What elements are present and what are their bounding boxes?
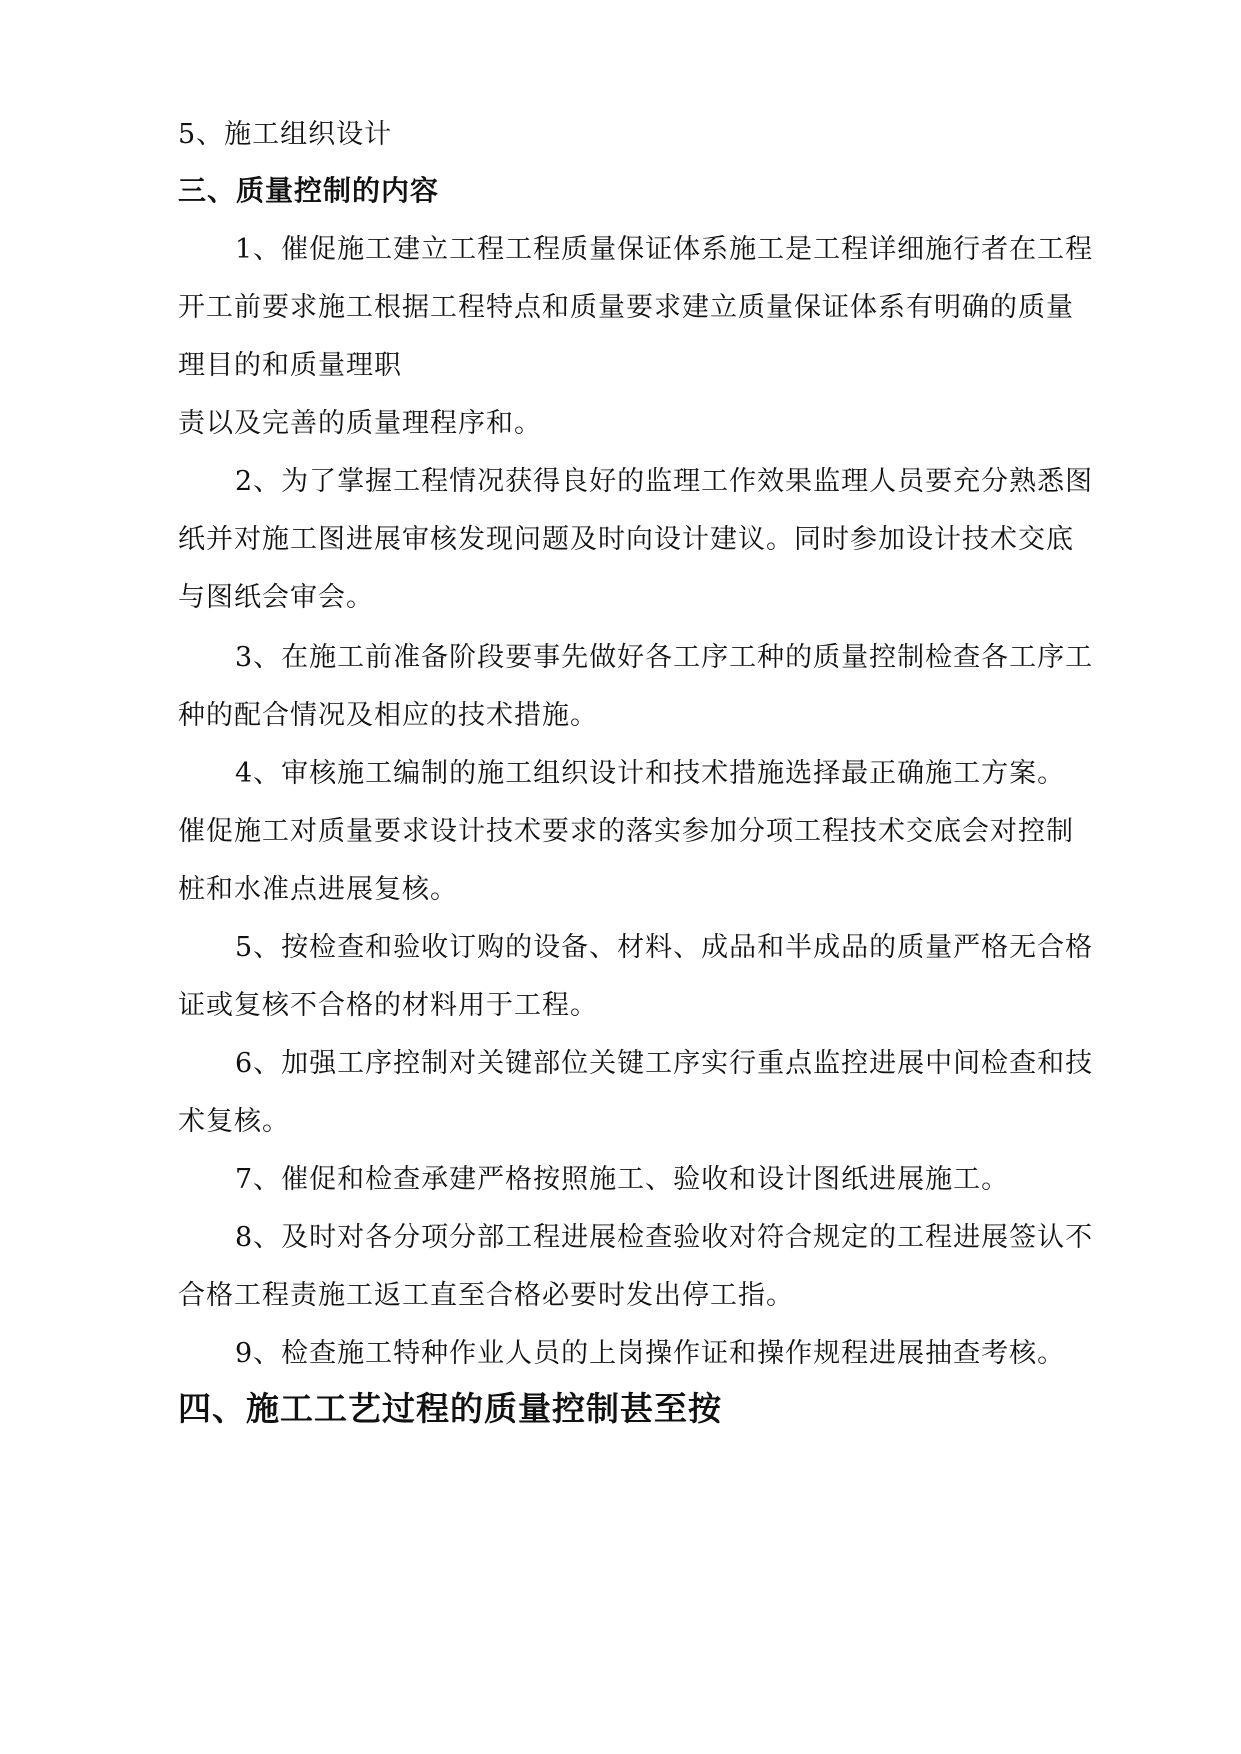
paragraph-4-line-2: 催促施工对质量要求设计技术要求的落实参加分项工程技术交底会对控制: [178, 816, 1074, 847]
list-item-5-construction-design: 5、施工组织设计: [178, 119, 393, 150]
paragraph-1-line-3: 理目的和质量理职: [178, 350, 402, 381]
paragraph-1-line-1: 1、催促施工建立工程工程质量保证体系施工是工程详细施行者在工程: [235, 234, 1094, 265]
paragraph-6-line-2: 术复核。: [178, 1106, 290, 1137]
paragraph-4-line-1: 4、审核施工编制的施工组织设计和技术措施选择最正确施工方案。: [235, 758, 1066, 789]
section-heading-3: 三、质量控制的内容: [178, 174, 440, 207]
paragraph-9: 9、检查施工特种作业人员的上岗操作证和操作规程进展抽查考核。: [235, 1338, 1066, 1369]
paragraph-5-line-1: 5、按检查和验收订购的设备、材料、成品和半成品的质量严格无合格: [235, 932, 1094, 963]
section-heading-4: 四、施工工艺过程的质量控制甚至按: [178, 1389, 722, 1428]
paragraph-6-line-1: 6、加强工序控制对关键部位关键工序实行重点监控进展中间检查和技: [235, 1048, 1094, 1079]
paragraph-4-line-3: 桩和水准点进展复核。: [178, 874, 458, 905]
paragraph-2-line-3: 与图纸会审会。: [178, 582, 374, 613]
paragraph-8-line-2: 合格工程责施工返工直至合格必要时发出停工指。: [178, 1280, 794, 1311]
paragraph-2-line-1: 2、为了掌握工程情况获得良好的监理工作效果监理人员要充分熟悉图: [235, 466, 1094, 497]
paragraph-3-line-2: 种的配合情况及相应的技术措施。: [178, 700, 598, 731]
paragraph-8-line-1: 8、及时对各分项分部工程进展检查验收对符合规定的工程进展签认不: [235, 1222, 1094, 1253]
paragraph-1-line-4: 责以及完善的质量理程序和。: [178, 408, 542, 439]
paragraph-7: 7、催促和检查承建严格按照施工、验收和设计图纸进展施工。: [235, 1164, 1010, 1195]
paragraph-3-line-1: 3、在施工前准备阶段要事先做好各工序工种的质量控制检查各工序工: [235, 642, 1094, 673]
paragraph-2-line-2: 纸并对施工图进展审核发现问题及时向设计建议。同时参加设计技术交底: [178, 524, 1074, 555]
paragraph-1-line-2: 开工前要求施工根据工程特点和质量要求建立质量保证体系有明确的质量: [178, 292, 1074, 323]
paragraph-5-line-2: 证或复核不合格的材料用于工程。: [178, 990, 598, 1021]
